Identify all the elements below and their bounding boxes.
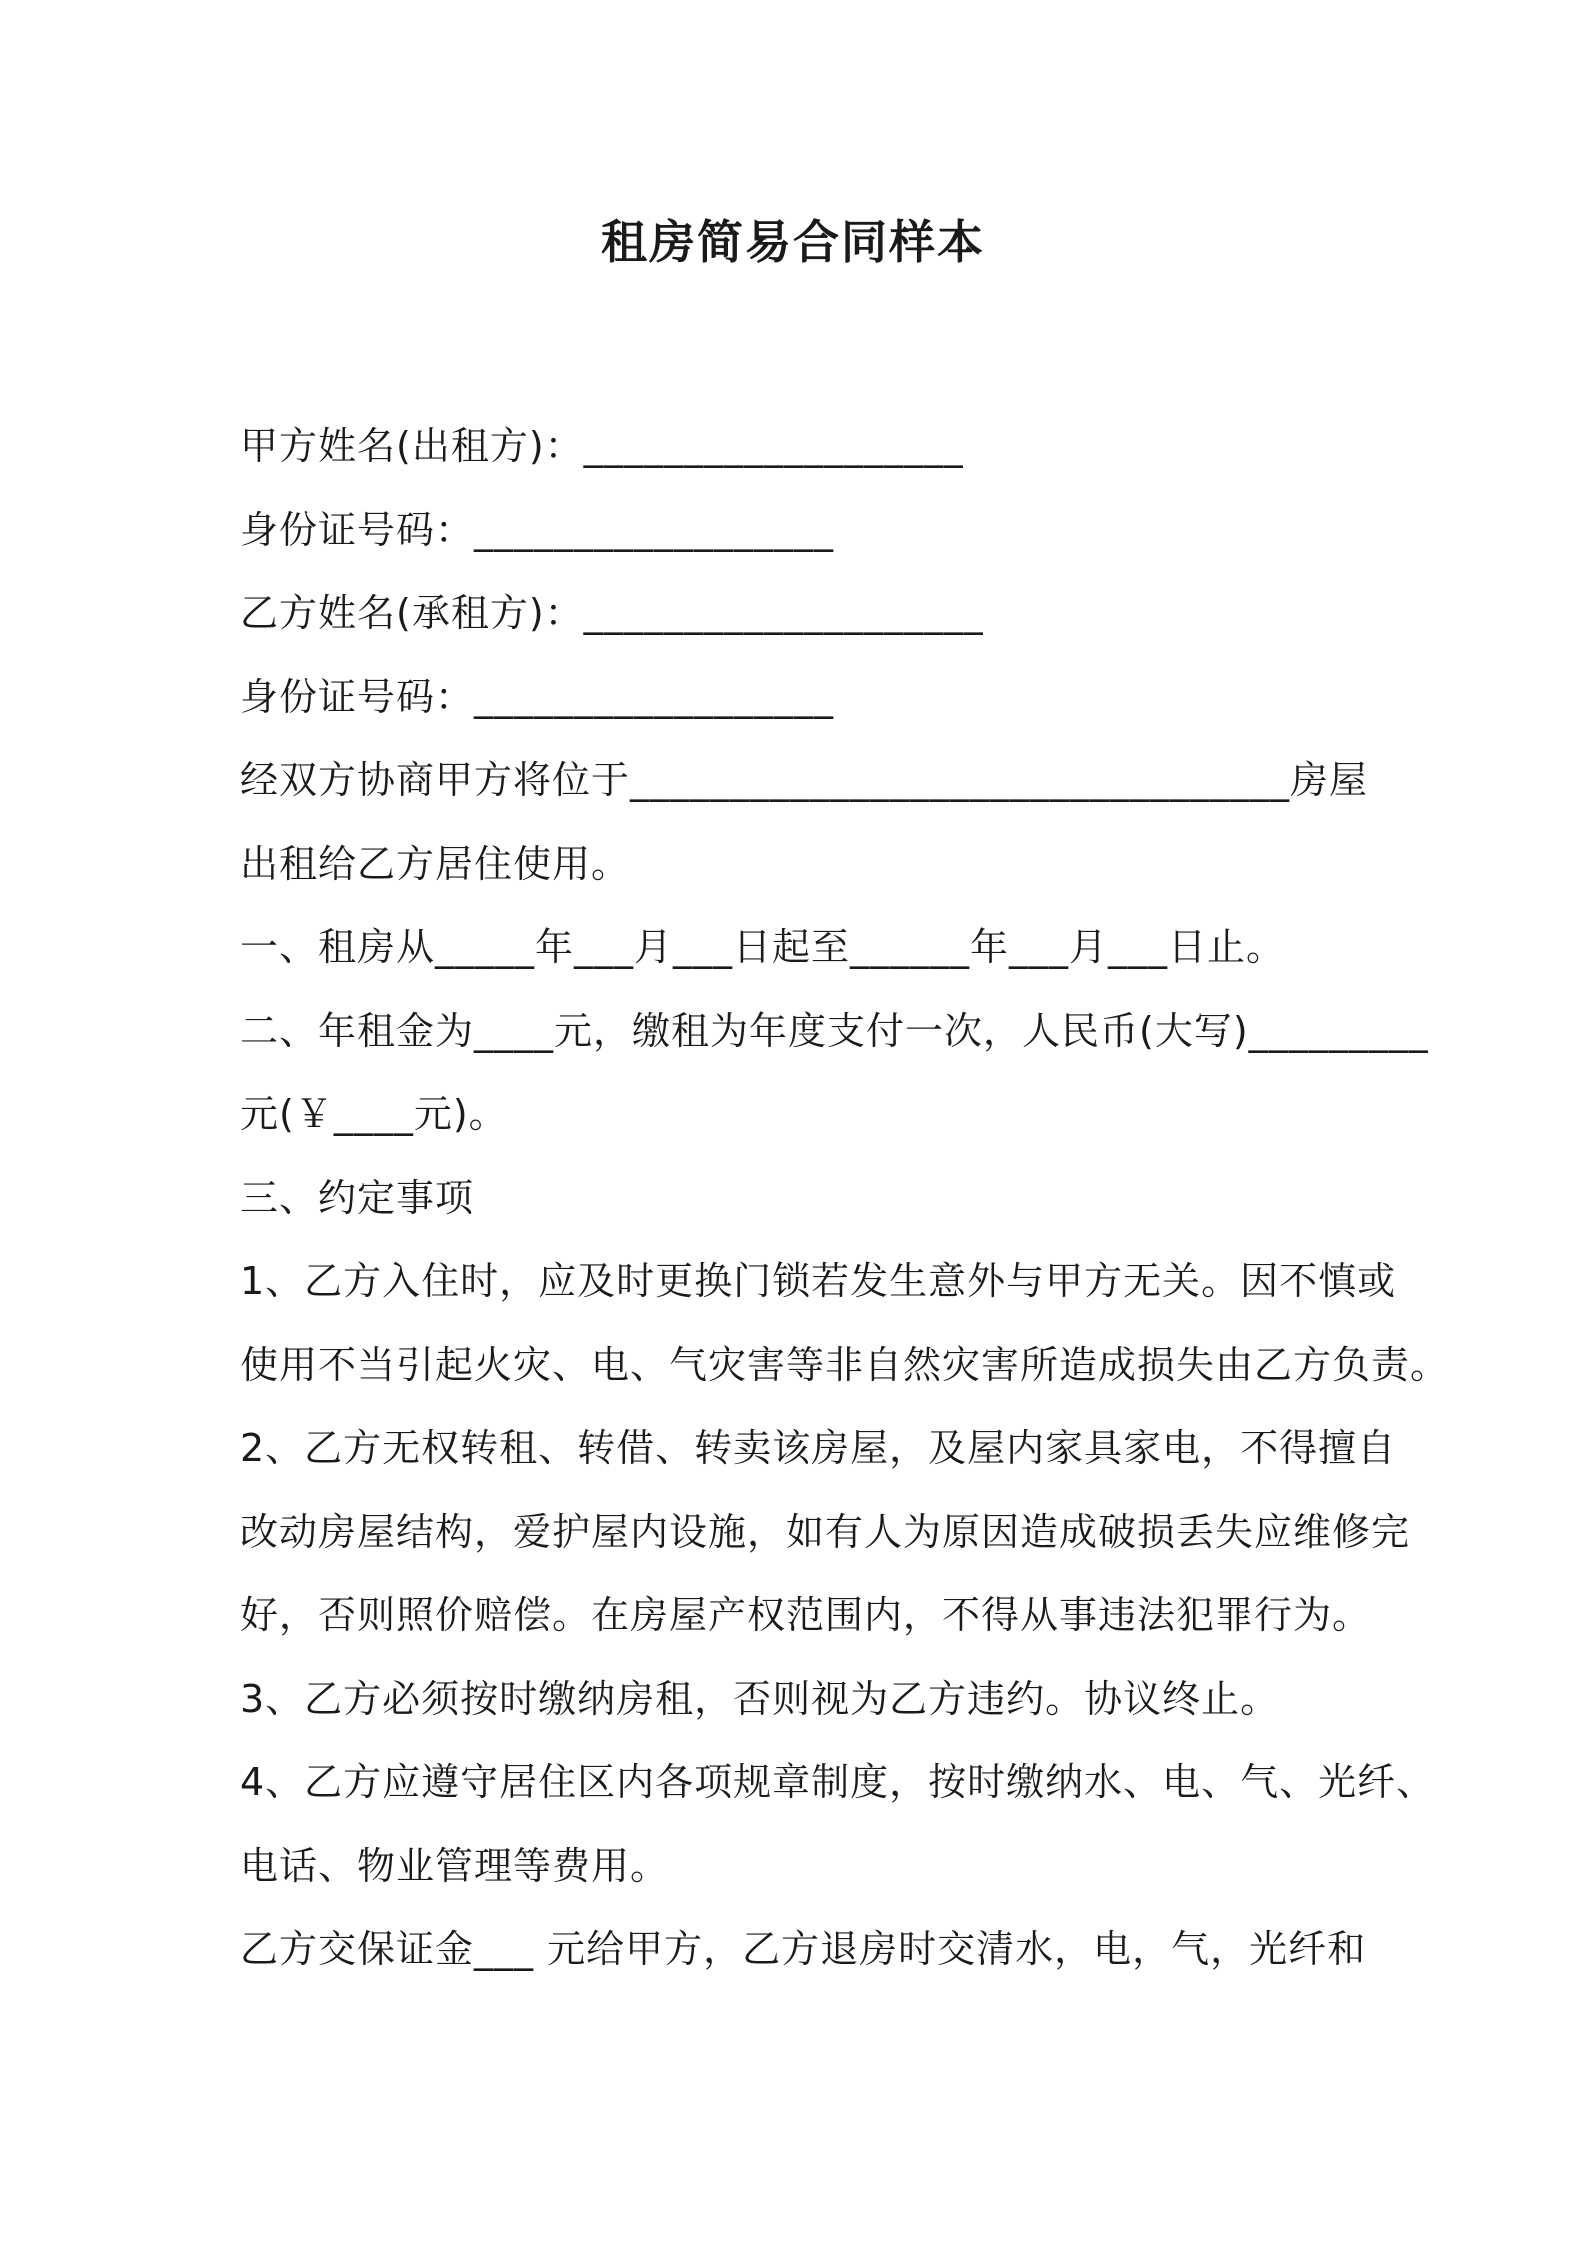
clause-2-line-1: 2、乙方无权转租、转借、转卖该房屋，及屋内家具家电，不得擅自 (240, 1426, 1397, 1470)
lessee-id-line: 身份证号码：__________________ (240, 674, 835, 719)
document-title: 租房简易合同样本 (601, 215, 985, 269)
clause-4-line-2: 电话、物业管理等费用。 (240, 1843, 670, 1888)
lease-term-line: 一、租房从_____年___月___日起至______年___月___日止。 (240, 925, 1286, 969)
property-use-line: 出租给乙方居住使用。 (240, 841, 631, 886)
lessee-name-line: 乙方姓名(承租方)：____________________ (240, 591, 984, 635)
lessor-id-line: 身份证号码：__________________ (240, 507, 835, 552)
clause-1-line-1: 1、乙方入住时，应及时更换门锁若发生意外与甲方无关。因不慎或 (240, 1259, 1397, 1303)
deposit-line: 乙方交保证金___ 元给甲方，乙方退房时交清水，电，气，光纤和 (240, 1927, 1367, 1971)
clause-4-line-1: 4、乙方应遵守居住区内各项规章制度，按时缴纳水、电、气、光纤、 (240, 1760, 1436, 1804)
rent-amount-line: 元(￥____元)。 (240, 1092, 508, 1136)
contract-body (240, 405, 1450, 1992)
lessor-name-line: 甲方姓名(出租方)：___________________ (240, 424, 964, 468)
property-location-line: 经双方协商甲方将位于_________________________________房屋 (240, 758, 1369, 802)
clause-2-line-2: 改动房屋结构，爱护屋内设施，如有人为原因造成破损丢失应维修完 (240, 1509, 1411, 1554)
agreed-matters-heading: 三、约定事项 (240, 1175, 475, 1220)
clause-2-line-3: 好，否则照价赔偿。在房屋产权范围内，不得从事违法犯罪行为。 (240, 1593, 1372, 1637)
clause-3-line: 3、乙方必须按时缴纳房租，否则视为乙方违约。协议终止。 (240, 1676, 1280, 1721)
annual-rent-line: 二、年租金为____元，缴租为年度支付一次，人民币(大写)_________ (240, 1008, 1429, 1053)
clause-1-line-2: 使用不当引起火灾、电、气灾害等非自然灾害所造成损失由乙方负责。 (240, 1342, 1450, 1387)
